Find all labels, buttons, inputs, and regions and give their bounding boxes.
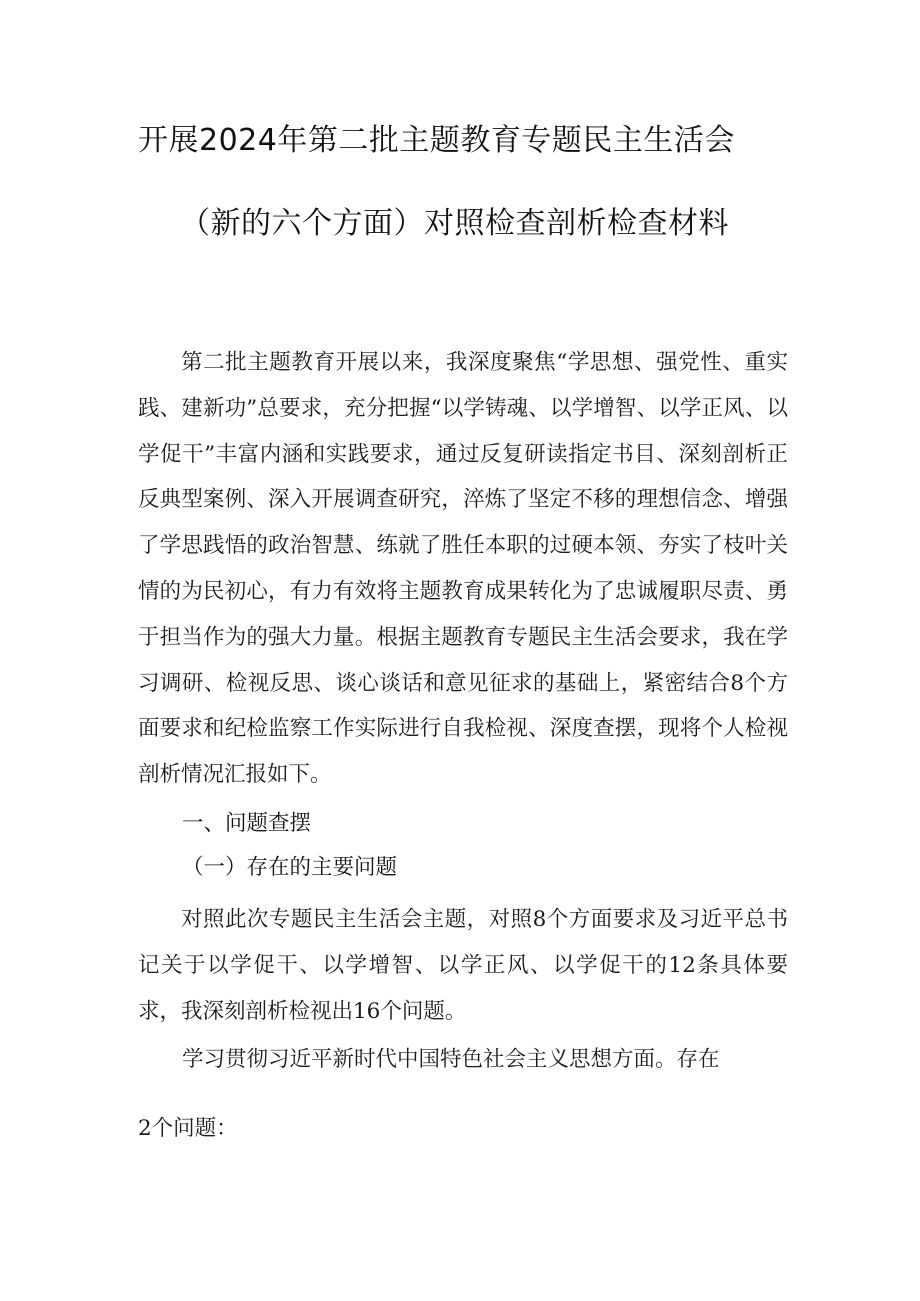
- study-aspect-paragraph: 学习贯彻习近平新时代中国特色社会主义思想方面。存在: [182, 1047, 720, 1072]
- document-title-line-2: （新的六个方面）对照检查剖析检查材料: [180, 206, 729, 241]
- document-title-line-1: 开展2024年第二批主题教育专题民主生活会: [138, 123, 735, 158]
- intro-paragraph: 第二批主题教育开展以来，我深度聚焦“学思想、强党性、重实践、建新功”总要求，充分把握“以学铸魂、以学增智、以学正风、以学促干”丰富内涵和实践要求，通过反复研读指定书目、深刻剖析正反典型案例、深入开展调查研究，淬炼了坚定不移的理想信念、增强了学思践悟的政治智慧、练就了胜任本职的过硬本领、夯实了枝叶关情的为民初心，有力有效将主题教育成果转化为了忠诚履职尽责、勇于担当作为的强大力量。根据主题教育专题民主生活会要求，我在学习调研、检视反思、谈心谈话和意见征求的基础上，紧密结合8个方面要求和纪检监察工作实际进行自我检视、深度查摆，现将个人检视剖析情况汇报如下。: [138, 350, 788, 788]
- problem-count-line: 2个问题：: [138, 1116, 238, 1141]
- subsection-heading-main-problems: （一）存在的主要问题: [182, 855, 398, 880]
- problems-summary-paragraph: 对照此次专题民主生活会主题，对照8个方面要求及习近平总书记关于以学促干、以学增智、以学正风、以学促干的12条具体要求，我深刻剖析检视出16个问题。: [138, 907, 788, 1024]
- section-heading-problems: 一、问题查摆: [182, 811, 312, 836]
